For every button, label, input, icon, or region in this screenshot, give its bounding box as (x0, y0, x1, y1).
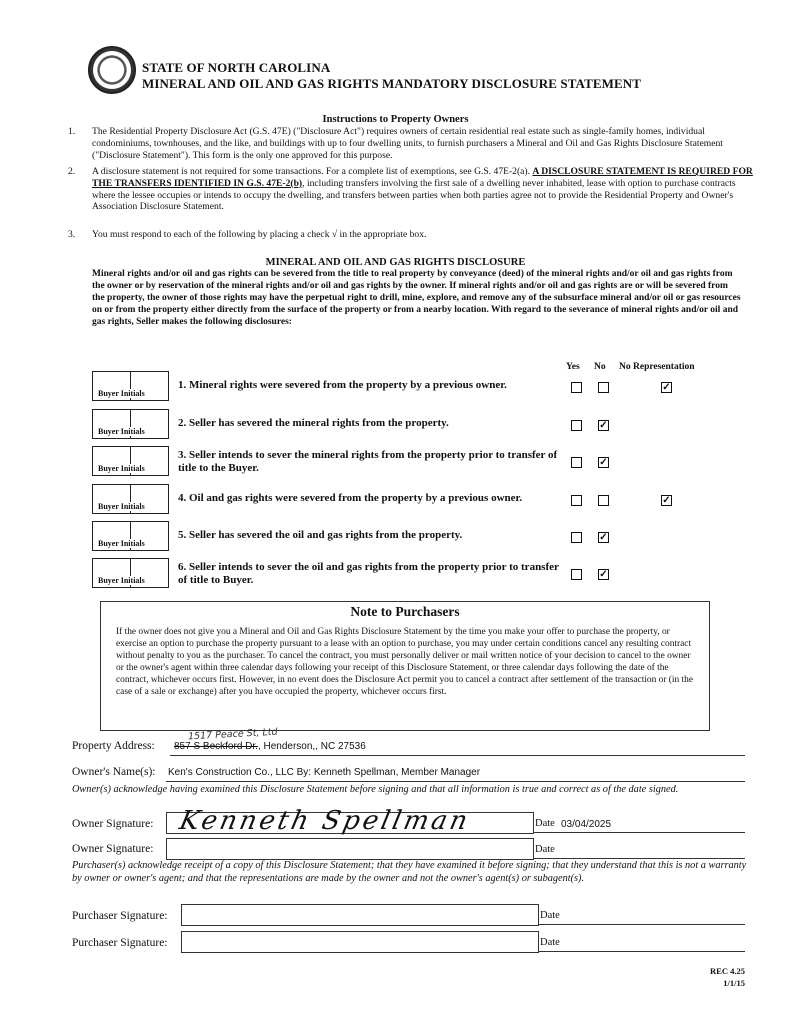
checkbox-no[interactable]: ✓ (599, 420, 608, 431)
checkbox-yes[interactable] (571, 420, 582, 431)
instruction-item (68, 126, 758, 161)
owner-acknowledgement: Owner(s) acknowledge having examined this Disclosure Statement before signing and that all information is true and correct as of the date signed. (72, 784, 679, 795)
owner-signature-label: Owner Signature: (72, 818, 154, 830)
owner-date-line (533, 858, 745, 859)
checkbox-no[interactable]: ✓ (599, 532, 608, 543)
form-code: REC 4.25 (710, 966, 745, 976)
checkbox-no[interactable]: ✓ (599, 457, 608, 468)
date-label: Date (540, 937, 560, 948)
instruction-item (68, 166, 758, 213)
instruction-item (68, 229, 758, 241)
checkbox-norep[interactable]: ✓ (662, 382, 671, 393)
disclosure-question: 3. Seller intends to sever the mineral rights from the property prior to transfer of title to the Buyer. (178, 449, 558, 474)
owner-signature-value: Kenneth Spellman (176, 806, 474, 836)
note-title: Note to Purchasers (350, 604, 460, 619)
disclosure-question: 2. Seller has severed the mineral rights from the property. (178, 417, 449, 429)
owner-names-line (166, 781, 745, 782)
owner-signature-label: Owner Signature: (72, 843, 154, 855)
owner-signature-field[interactable] (166, 838, 534, 860)
owner-date-line (533, 832, 745, 833)
checkbox-yes[interactable] (571, 495, 582, 506)
date-label: Date (535, 818, 555, 829)
owner-date-value[interactable]: 03/04/2025 (561, 819, 612, 830)
purchaser-signature-field[interactable] (181, 904, 539, 926)
instruction-number: 1. (68, 126, 76, 137)
checkbox-no[interactable] (598, 495, 609, 506)
disclosure-title: MINERAL AND OIL AND GAS RIGHTS DISCLOSURE (265, 257, 526, 268)
buyer-initials-label: Buyer Initials (98, 539, 145, 548)
disclosure-paragraph: Mineral rights and/or oil and gas rights can be severed from the title to real property by conveyance (deed) of the mineral rights and/or oil and gas rights from the owner or by reservation of the mineral rights and/or oil and gas rights by the owner. If mineral rights and/or oil and gas rights are or will be severed from the property, the owner of those rights may have the perpetual right to drill, mine, explore, and remove any of the subsurface mineral and/or oil or gas resources on or from the property either directly from the surface of the property or from a nearby location. With regard to the severance of mineral rights and/or oil and gas rights, Seller makes the following disclosures: (92, 269, 741, 327)
column-no: No (594, 362, 606, 372)
purchaser-signature-field[interactable] (181, 931, 539, 953)
purchaser-acknowledgement: Purchaser(s) acknowledge receipt of a copy of this Disclosure Statement; that they have examined it before signing; that they understand that this is not a warranty by owner or owner's agent; and that the representations are made by the owner and not the owner's agent(s) or subagent(s). (72, 860, 747, 884)
form-revision-date: 1/1/15 (723, 978, 745, 988)
instruction-number: 2. (68, 166, 76, 177)
checkbox-yes[interactable] (571, 382, 582, 393)
property-address-value[interactable]: 857 S Beckford Dr., Henderson,, NC 27536 (174, 741, 366, 752)
column-no-representation: No Representation (619, 362, 695, 372)
disclosure-question: 5. Seller has severed the oil and gas rights from the property. (178, 529, 463, 541)
purchaser-signature-label: Purchaser Signature: (72, 910, 168, 922)
column-yes: Yes (566, 362, 580, 372)
instruction-text: A disclosure statement is not required for some transactions. For a complete list of exemptions, see G.S. 47E-2(a). A DISCLOSURE STATEMENT IS REQUIRED FOR THE TRANSFERS IDENTIFIED IN G.S. 47E-2(b), including transfers involving the first sale of a dwelling never inhabited, lease with option to purchase contracts where the lessee occupies or intends to occupy the dwelling, and transfers between parties when both parties agree not to provide the Residential Property and Owner's Association Disclosure Statement. (92, 166, 753, 213)
purchaser-date-line[interactable] (538, 924, 745, 925)
checkbox-yes[interactable] (571, 532, 582, 543)
date-label: Date (540, 910, 560, 921)
date-label: Date (535, 844, 555, 855)
instructions-title: Instructions to Property Owners (322, 114, 469, 125)
property-address-handwritten: 1517 Peace St, Ltd (187, 726, 278, 743)
buyer-initials-label: Buyer Initials (98, 576, 145, 585)
disclosure-question: 4. Oil and gas rights were severed from the property by a previous owner. (178, 492, 523, 504)
disclosure-question: 6. Seller intends to sever the oil and gas rights from the property prior to transfer of title to Buyer. (178, 561, 559, 586)
purchaser-signature-label: Purchaser Signature: (72, 937, 168, 949)
buyer-initials-label: Buyer Initials (98, 464, 145, 473)
instruction-text: You must respond to each of the following by placing a check √ in the appropriate box. (92, 229, 427, 240)
buyer-initials-label: Buyer Initials (98, 389, 145, 398)
buyer-initials-label: Buyer Initials (98, 502, 145, 511)
checkbox-norep[interactable]: ✓ (662, 495, 671, 506)
owner-names-value[interactable]: Ken's Construction Co., LLC By: Kenneth Spellman, Member Manager (168, 767, 481, 778)
checkbox-yes[interactable] (571, 457, 582, 468)
state-seal-icon (88, 46, 136, 94)
owner-names-label: Owner's Name(s): (72, 766, 156, 778)
disclosure-question: 1. Mineral rights were severed from the property by a previous owner. (178, 379, 507, 391)
instruction-number: 3. (68, 229, 76, 240)
property-address-line (170, 755, 745, 756)
instruction-text: The Residential Property Disclosure Act (G.S. 47E) ("Disclosure Act") requires owners of certain residential real estate such as single-family homes, individual condominiums, townhouses, and the like, and buildings with up to four dwelling units, to furnish purchasers a Mineral and Oil and Gas Rights Disclosure Statement ("Disclosure Statement"). This form is the only one approved for this purpose. (92, 126, 723, 161)
checkbox-no[interactable] (598, 382, 609, 393)
property-address-label: Property Address: (72, 740, 155, 752)
purchaser-date-line[interactable] (538, 951, 745, 952)
checkbox-no[interactable]: ✓ (599, 569, 608, 580)
buyer-initials-label: Buyer Initials (98, 427, 145, 436)
note-text: If the owner does not give you a Mineral and Oil and Gas Rights Disclosure Statement by the time you make your offer to purchase the property, or exercise an option to purchase the property pursuant to a lease with an option to purchase, you may under certain conditions cancel any resulting contract without penalty to you as the purchaser. To cancel the contract, you must personally deliver or mail written notice of your decision to cancel to the owner or the owner's agent within three calendar days following your receipt of this Disclosure Statement, or three calendar days following the date of the contract, whichever occurs first. However, in no event does the Disclosure Act permit you to cancel a contract after settlement of the transaction or (in the case of a sale or exchange) after you have occupied the property, whichever occurs first. (116, 627, 694, 697)
state-name: STATE OF NORTH CAROLINA (142, 60, 331, 75)
form-title: MINERAL AND OIL AND GAS RIGHTS MANDATORY DISCLOSURE STATEMENT (142, 76, 642, 91)
checkbox-yes[interactable] (571, 569, 582, 580)
